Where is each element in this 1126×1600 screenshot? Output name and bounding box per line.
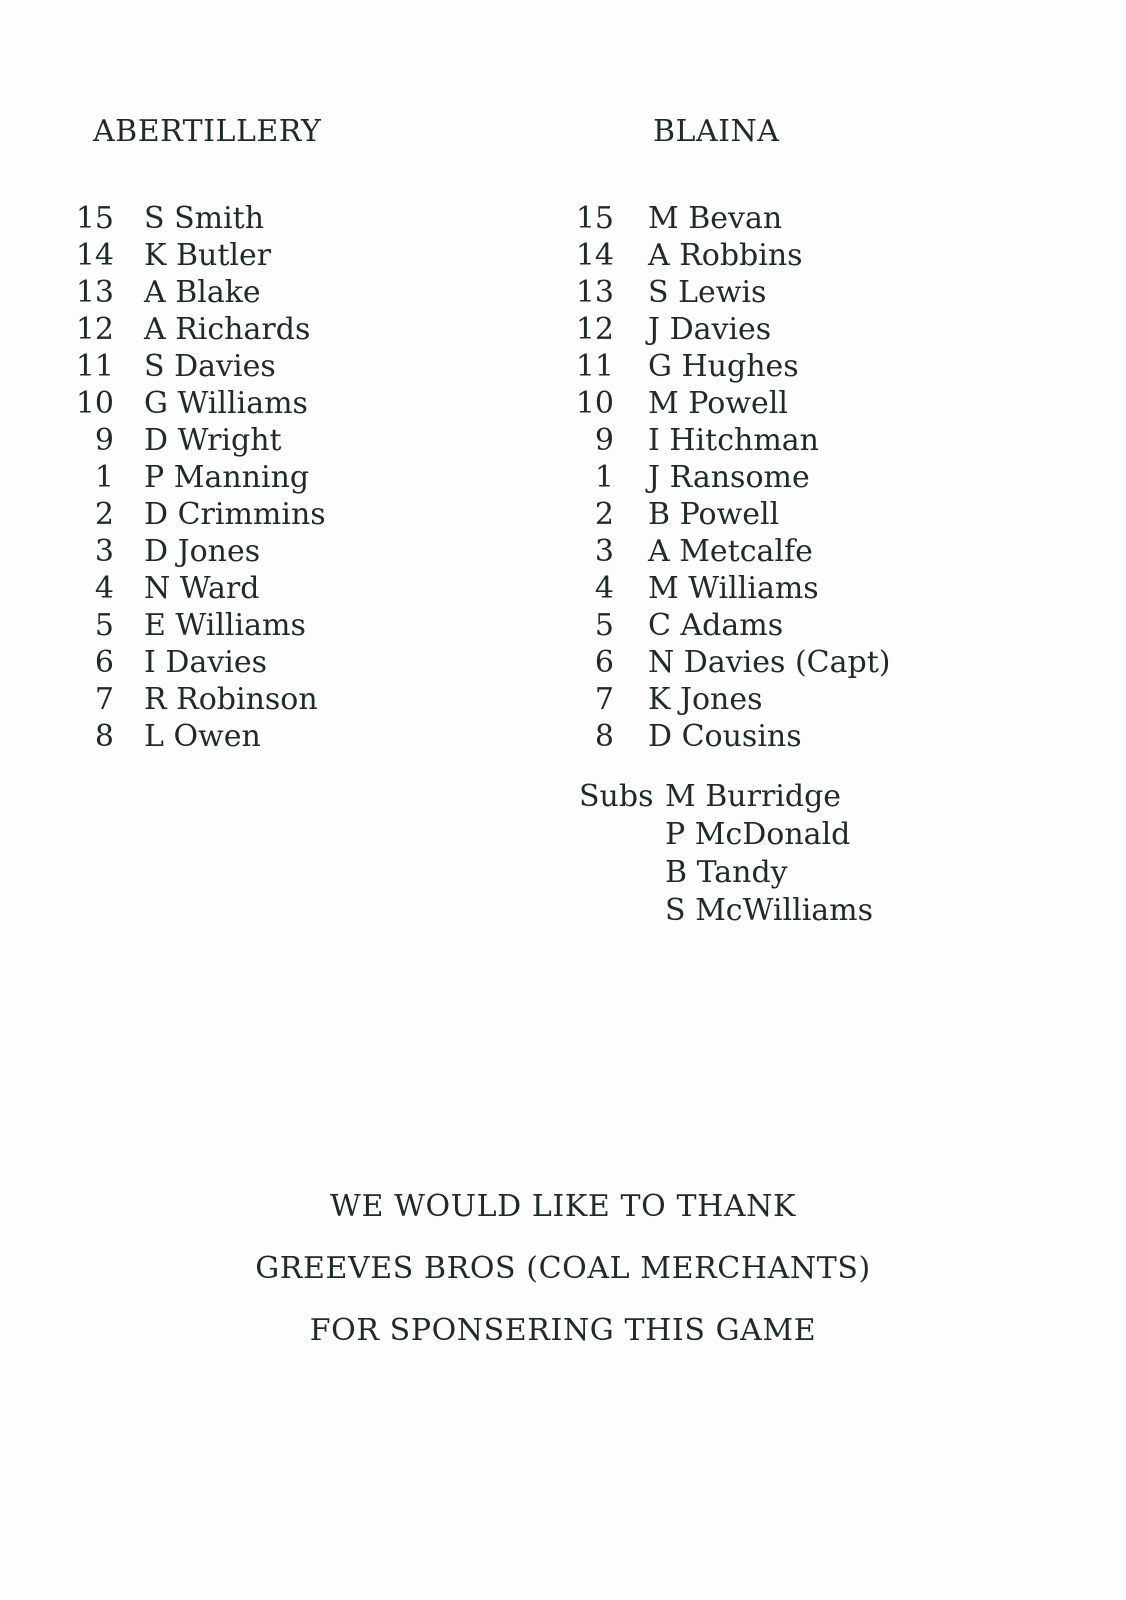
away-player-row: [560, 348, 799, 385]
player-number: 12: [575, 312, 614, 347]
player-name: N Davies (Capt): [648, 645, 891, 680]
away-player-row: [560, 385, 788, 422]
player-number: 14: [575, 238, 614, 273]
player-number: 1: [94, 460, 114, 495]
player-number: 9: [594, 423, 614, 458]
player-name: K Jones: [648, 682, 763, 717]
player-name: B Powell: [648, 497, 780, 532]
away-player-row: [560, 274, 767, 311]
player-name: D Cousins: [648, 719, 802, 754]
home-player-row: [60, 570, 260, 607]
player-number: 13: [75, 275, 114, 310]
player-name: N Ward: [144, 571, 260, 606]
player-number: 14: [75, 238, 114, 273]
player-name: G Williams: [144, 386, 308, 421]
player-name: I Davies: [144, 645, 268, 680]
player-name: J Davies: [648, 312, 772, 347]
player-number: 6: [94, 645, 114, 680]
player-name: S Smith: [144, 201, 265, 236]
home-player-row: [60, 644, 268, 681]
player-number: 3: [594, 534, 614, 569]
player-number: 6: [594, 645, 614, 680]
home-player-row: [60, 237, 272, 274]
home-lineup: [60, 200, 326, 755]
player-number: 2: [594, 497, 614, 532]
player-name: M Powell: [648, 386, 788, 421]
player-number: 2: [94, 497, 114, 532]
player-name: D Crimmins: [144, 497, 326, 532]
away-player-row: [560, 237, 803, 274]
thanks-line-1: WE WOULD LIKE TO THANK: [330, 1189, 796, 1224]
player-number: 15: [575, 201, 614, 236]
player-name: M Bevan: [648, 201, 783, 236]
player-number: 3: [94, 534, 114, 569]
away-player-row: [560, 311, 772, 348]
home-player-row: [60, 200, 265, 237]
sub-player-name: S McWilliams: [665, 893, 874, 928]
sub-player-name: B Tandy: [665, 855, 788, 890]
player-name: G Hughes: [648, 349, 799, 384]
player-number: 10: [575, 386, 614, 421]
player-name: A Robbins: [648, 238, 803, 273]
home-player-row: [60, 533, 261, 570]
home-player-row: [60, 496, 326, 533]
player-number: 10: [75, 386, 114, 421]
subs-list: [665, 778, 873, 930]
player-number: 5: [94, 608, 114, 643]
home-player-row: [60, 607, 306, 644]
player-number: 1: [594, 460, 614, 495]
home-player-row: [60, 385, 308, 422]
away-player-row: [560, 681, 763, 718]
player-name: A Metcalfe: [648, 534, 813, 569]
player-number: 8: [94, 719, 114, 754]
away-player-row: [560, 200, 783, 237]
away-player-row: [560, 533, 813, 570]
home-player-row: [60, 274, 261, 311]
away-lineup: [560, 200, 891, 755]
home-player-row: [60, 459, 310, 496]
player-number: 12: [75, 312, 114, 347]
player-name: J Ransome: [648, 460, 810, 495]
player-name: M Williams: [648, 571, 819, 606]
away-player-row: [560, 607, 784, 644]
away-player-row: [560, 644, 891, 681]
player-number: 15: [75, 201, 114, 236]
player-name: D Jones: [144, 534, 261, 569]
player-name: D Wright: [144, 423, 282, 458]
player-name: E Williams: [144, 608, 306, 643]
away-player-row: [560, 459, 810, 496]
away-team-heading: BLAINA: [653, 114, 780, 149]
home-player-row: [60, 422, 282, 459]
away-player-row: [560, 496, 780, 533]
sponsor-thanks: [0, 1176, 1126, 1362]
player-name: K Butler: [144, 238, 272, 273]
thanks-line-3: FOR SPONSERING THIS GAME: [309, 1313, 817, 1348]
player-number: 7: [594, 682, 614, 717]
player-number: 9: [94, 423, 114, 458]
home-player-row: [60, 311, 311, 348]
subs-label: Subs: [579, 779, 654, 814]
away-player-row: [560, 718, 802, 755]
player-name: A Richards: [144, 312, 311, 347]
player-number: 4: [94, 571, 114, 606]
player-number: 8: [594, 719, 614, 754]
player-number: 7: [94, 682, 114, 717]
home-player-row: [60, 681, 318, 718]
player-number: 5: [594, 608, 614, 643]
player-number: 13: [575, 275, 614, 310]
player-number: 4: [594, 571, 614, 606]
thanks-line-2: GREEVES BROS (COAL MERCHANTS): [255, 1251, 871, 1286]
player-name: S Davies: [144, 349, 276, 384]
player-name: L Owen: [144, 719, 261, 754]
player-name: A Blake: [144, 275, 261, 310]
player-number: 11: [575, 349, 614, 384]
home-player-row: [60, 718, 261, 755]
sub-player-name: M Burridge: [665, 779, 842, 814]
home-player-row: [60, 348, 276, 385]
player-name: I Hitchman: [648, 423, 819, 458]
home-team-heading: ABERTILLERY: [93, 114, 322, 149]
player-name: S Lewis: [648, 275, 767, 310]
player-name: P Manning: [144, 460, 310, 495]
player-name: R Robinson: [144, 682, 318, 717]
sub-player-name: P McDonald: [665, 817, 851, 852]
away-player-row: [560, 422, 819, 459]
player-number: 11: [75, 349, 114, 384]
player-name: C Adams: [648, 608, 784, 643]
away-player-row: [560, 570, 819, 607]
